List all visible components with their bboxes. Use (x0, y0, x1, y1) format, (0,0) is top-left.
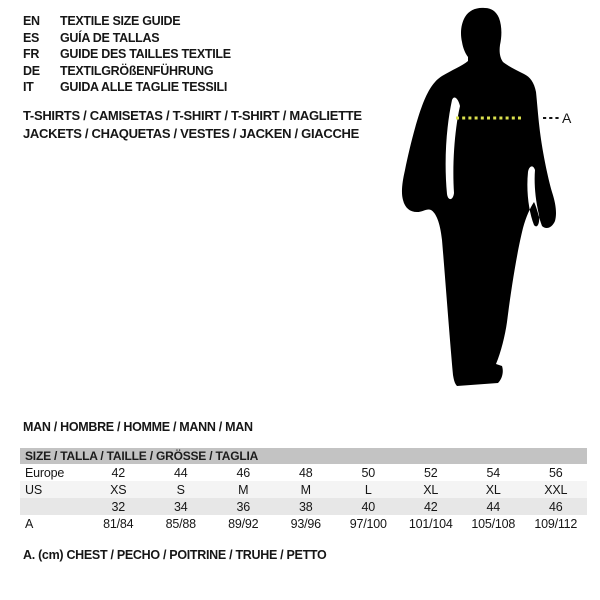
table-row-chest-a (20, 515, 587, 532)
size-cell: 34 (173, 499, 188, 514)
size-cell: L (364, 482, 372, 497)
size-cell: 85/88 (165, 516, 196, 531)
size-cell: 81/84 (103, 516, 134, 531)
language-code: IT (23, 80, 34, 94)
size-cell: 42 (423, 499, 438, 514)
table-row-numeric (20, 498, 587, 515)
table-row-us (20, 481, 587, 498)
language-row (23, 46, 231, 63)
language-row (23, 63, 231, 80)
language-row (23, 13, 231, 30)
measure-label-a: A (562, 110, 572, 126)
size-cell: 32 (111, 499, 125, 514)
man-silhouette (402, 8, 556, 386)
size-cell: XL (485, 482, 501, 497)
size-cell: 105/108 (471, 516, 516, 531)
language-label: TEXTILE SIZE GUIDE (60, 14, 181, 28)
size-cell: 54 (486, 465, 500, 480)
size-table-header: SIZE / TALLA / TAILLE / GRÖSSE / TAGLIA (20, 448, 587, 464)
language-row (23, 30, 231, 47)
language-code: EN (23, 14, 40, 28)
size-cell: XL (423, 482, 439, 497)
size-cell: 56 (548, 465, 563, 480)
row-label (20, 498, 87, 515)
section-title-man: MAN / HOMBRE / HOMME / MANN / MAN (23, 420, 253, 434)
size-cell: 36 (236, 499, 250, 514)
size-table-wrap (20, 448, 587, 532)
table-row-europe (20, 464, 587, 481)
size-cell: M (300, 482, 311, 497)
garment-types (23, 107, 362, 142)
language-code: ES (23, 30, 40, 45)
size-cell: 44 (486, 499, 500, 514)
language-code: FR (23, 47, 40, 61)
size-table (20, 464, 587, 532)
language-label: GUIDE DES TAILLES TEXTILE (60, 47, 231, 61)
footnote-chest-legend: A. (cm) CHEST / PECHO / POITRINE / TRUHE / PETTO (23, 548, 327, 562)
size-cell: 44 (173, 465, 188, 480)
size-cell: 50 (361, 465, 375, 480)
language-label: GUÍA DE TALLAS (60, 30, 160, 45)
size-cell: 38 (298, 499, 313, 514)
size-cell: 42 (111, 465, 125, 480)
size-cell: XS (110, 482, 127, 497)
size-cell: 97/100 (349, 516, 387, 531)
size-cell: M (238, 482, 249, 497)
language-label: TEXTILGRÖßENFÜHRUNG (60, 63, 214, 78)
row-label: A (25, 516, 34, 531)
size-cell: 40 (361, 499, 375, 514)
size-cell: XXL (544, 482, 568, 497)
language-row (23, 79, 231, 96)
language-label: GUIDA ALLE TAGLIE TESSILI (60, 80, 228, 94)
size-cell: 52 (423, 465, 438, 480)
size-cell: 46 (548, 499, 563, 514)
garment-line-tshirts: T-SHIRTS / CAMISETAS / T-SHIRT / T-SHIRT / MAGLIETTE (23, 108, 362, 123)
language-guide-list (23, 13, 231, 96)
language-code: DE (23, 63, 40, 78)
size-cell: 89/92 (228, 516, 259, 531)
size-cell: 109/112 (534, 516, 578, 531)
row-label: Europe (25, 465, 65, 480)
size-cell: 48 (298, 465, 313, 480)
size-cell: 93/96 (290, 516, 321, 531)
size-cell: S (176, 482, 185, 497)
size-cell: 101/104 (408, 516, 453, 531)
garment-line-jackets: JACKETS / CHAQUETAS / VESTES / JACKEN / GIACCHE (23, 125, 359, 141)
row-label: US (25, 482, 42, 497)
man-silhouette-figure (400, 0, 580, 390)
size-cell: 46 (236, 465, 250, 480)
